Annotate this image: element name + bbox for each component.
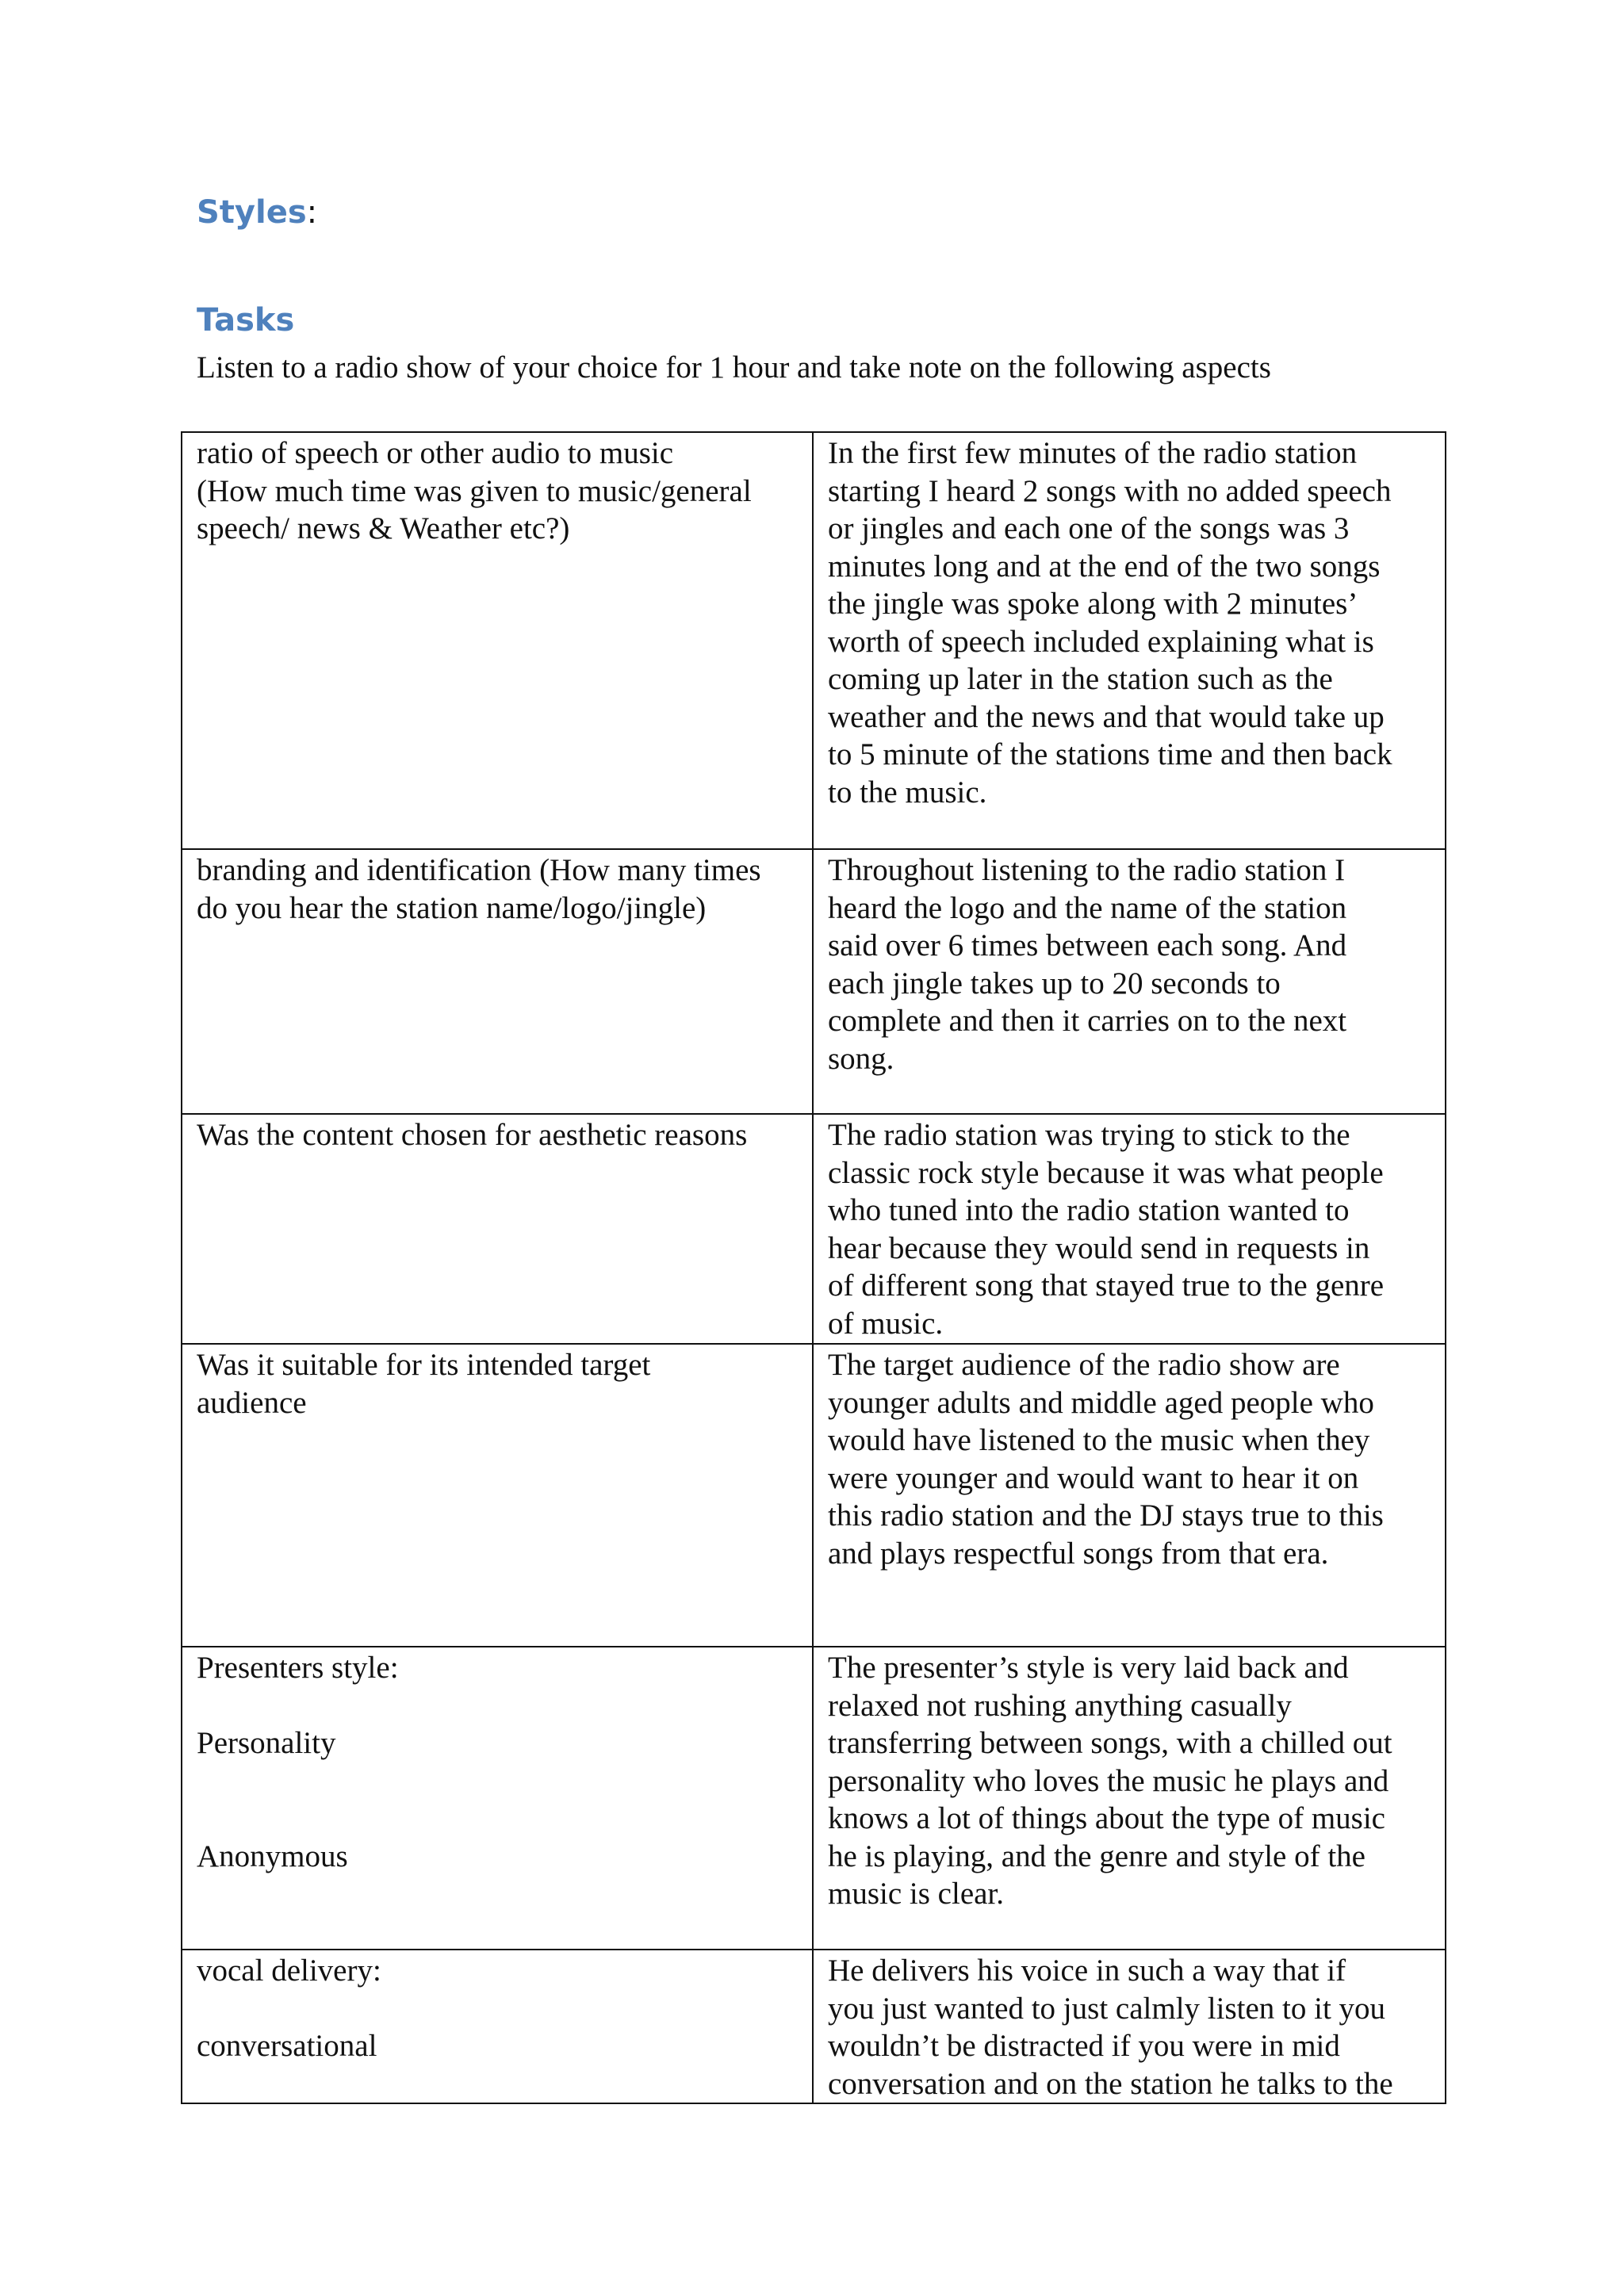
answer-line: conversation and on the station he talks to the	[828, 2066, 1393, 2101]
aspect-cell	[182, 1950, 813, 2103]
aspect-line: (How much time was given to music/general	[197, 473, 752, 508]
answer-cell	[813, 1950, 1446, 2103]
aspect-line: do you hear the station name/logo/jingle)	[197, 890, 707, 925]
answer-line: he is playing, and the genre and style of the	[828, 1839, 1365, 1873]
answer-cell	[813, 849, 1446, 1114]
answer-line: who tuned into the radio station wanted to	[828, 1193, 1350, 1227]
aspect-cell	[182, 1647, 813, 1950]
table-row	[182, 1647, 1446, 1950]
answer-line: of music.	[828, 1306, 944, 1341]
answer-line: complete and then it carries on to the next	[828, 1004, 1347, 1038]
answer-line: relaxed not rushing anything casually	[828, 1688, 1292, 1723]
answer-line: He delivers his voice in such a way that if	[828, 1954, 1346, 1988]
answer-line: were younger and would want to hear it on	[828, 1460, 1359, 1495]
table-row	[182, 1950, 1446, 2103]
answer-line: to 5 minute of the stations time and then back	[828, 737, 1392, 771]
answer-line: wouldn’t be distracted if you were in mid	[828, 2029, 1340, 2063]
answer-line: personality who loves the music he plays and	[828, 1763, 1389, 1798]
answer-line: starting I heard 2 songs with no added speech	[828, 473, 1392, 508]
radio-notes-table	[181, 431, 1446, 2104]
answer-cell	[813, 432, 1446, 849]
aspect-cell	[182, 432, 813, 849]
answer-line: of different song that stayed true to the genre	[828, 1269, 1385, 1303]
answer-line: hear because they would send in requests in	[828, 1230, 1370, 1265]
aspect-line: speech/ news & Weather etc?)	[197, 511, 570, 545]
tasks-heading: Tasks	[197, 302, 295, 339]
aspect-line: ratio of speech or other audio to music	[197, 436, 674, 470]
answer-line: The radio station was trying to stick to the	[828, 1118, 1350, 1152]
table-row	[182, 1344, 1446, 1647]
aspect-title: Presenters style:	[197, 1651, 399, 1685]
aspect-subitem: conversational	[197, 2029, 377, 2063]
answer-line: The target audience of the radio show are	[828, 1348, 1340, 1382]
answer-line: the jingle was spoke along with 2 minutes’	[828, 587, 1358, 621]
answer-line: The presenter’s style is very laid back and	[828, 1651, 1349, 1685]
table-row	[182, 432, 1446, 849]
aspect-subitem: Personality	[197, 1726, 336, 1760]
answer-line: Throughout listening to the radio station I	[828, 853, 1346, 887]
answer-line: said over 6 times between each song. And	[828, 928, 1347, 962]
aspect-cell	[182, 1114, 813, 1344]
answer-cell	[813, 1344, 1446, 1647]
answer-cell	[813, 1114, 1446, 1344]
answer-line: and plays respectful songs from that era.	[828, 1536, 1329, 1571]
table-row	[182, 849, 1446, 1114]
answer-line: music is clear.	[828, 1877, 1005, 1911]
styles-heading-text: Styles	[197, 194, 307, 231]
answer-line: minutes long and at the end of the two songs	[828, 549, 1381, 584]
aspect-cell	[182, 849, 813, 1114]
answer-line: this radio station and the DJ stays true to this	[828, 1498, 1384, 1533]
answer-line: to the music.	[828, 775, 987, 809]
answer-line: classic rock style because it was what people	[828, 1155, 1384, 1190]
styles-heading-colon: :	[306, 194, 318, 231]
answer-line: would have listened to the music when they	[828, 1423, 1370, 1457]
task-instructions: Listen to a radio show of your choice for 1 hour and take note on the following aspects	[197, 350, 1271, 385]
aspect-line: branding and identification (How many times	[197, 853, 761, 887]
aspect-subitem: Anonymous	[197, 1839, 348, 1873]
answer-line: transferring between songs, with a chilled out	[828, 1726, 1392, 1760]
answer-cell	[813, 1647, 1446, 1950]
aspect-cell	[182, 1344, 813, 1647]
answer-line: heard the logo and the name of the station	[828, 890, 1347, 925]
answer-line: you just wanted to just calmly listen to it you	[828, 1991, 1386, 2026]
answer-line: worth of speech included explaining what is	[828, 624, 1374, 659]
answer-line: song.	[828, 1041, 894, 1076]
answer-line: coming up later in the station such as the	[828, 662, 1333, 696]
answer-line: each jingle takes up to 20 seconds to	[828, 966, 1281, 1001]
answer-line: weather and the news and that would take up	[828, 699, 1385, 734]
aspect-line: Was the content chosen for aesthetic reasons	[197, 1118, 748, 1152]
aspect-line: Was it suitable for its intended target	[197, 1348, 651, 1382]
answer-line: knows a lot of things about the type of music	[828, 1801, 1385, 1835]
answer-line: younger adults and middle aged people who	[828, 1385, 1374, 1420]
answer-line: or jingles and each one of the songs was 3	[828, 511, 1350, 545]
aspect-line: audience	[197, 1385, 307, 1420]
styles-heading	[197, 194, 318, 231]
table-row	[182, 1114, 1446, 1344]
answer-line: In the first few minutes of the radio station	[828, 436, 1358, 470]
aspect-title: vocal delivery:	[197, 1954, 381, 1988]
